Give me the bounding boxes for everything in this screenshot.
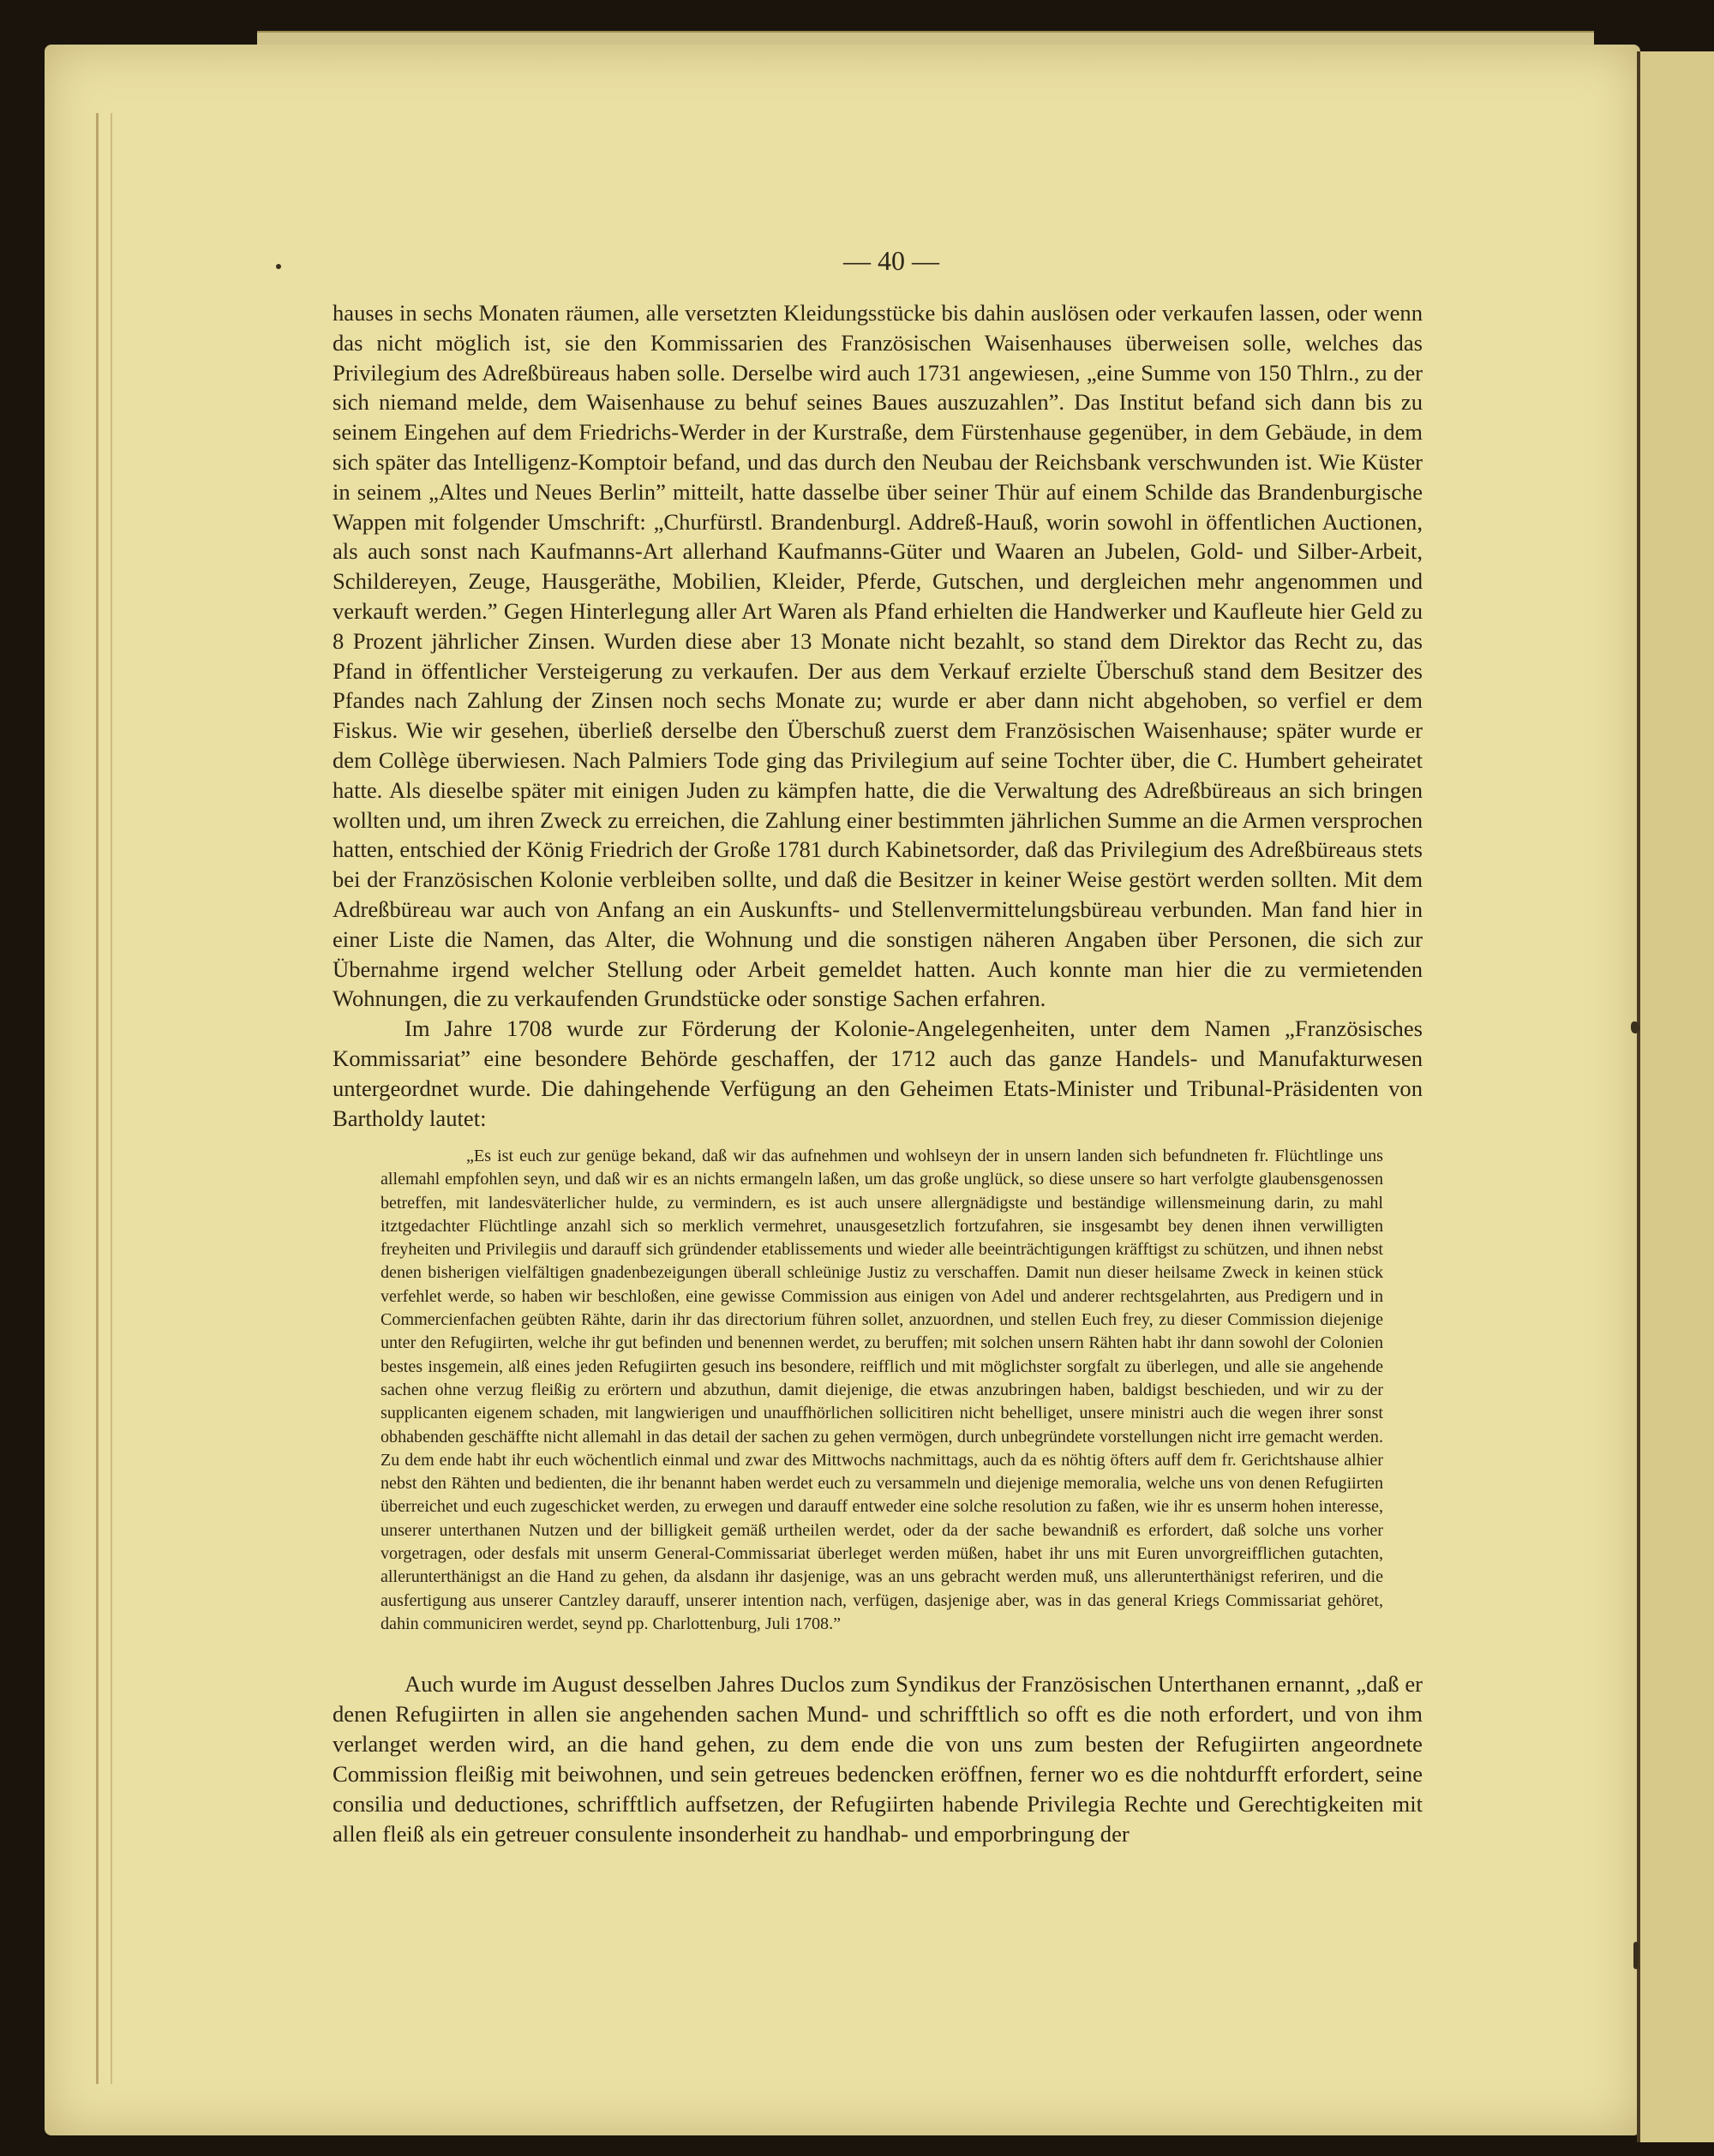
facing-page-edge bbox=[1637, 51, 1714, 2142]
page-stack-edges bbox=[96, 113, 112, 2084]
page-number: — 40 — bbox=[843, 245, 939, 276]
main-text bbox=[333, 298, 1423, 1133]
block-quote: „Es ist euch zur genüge bekand, daß wir das aufnehmen und wohlseyn der in unsern landen sich befundneten fr. Flüchtlinge uns allemahl empfohlen seyn, und daß wir es an nichts ermangeln laßen, um das große unglück, so diese unsere so hart verfolgte glaubensgenossen betreffen, mit landesväterlicher hulde, zu vermindern, es ist auch unsere allergnädigste und beständige willensmeinung darin, zu mahl itztgedachter Flüchtlinge anzahl sich so merklich vermehret, unausgesetzlich fortzufahren, sie insgesambt bey denen ihnen verwilligten freyheiten und Privilegiis und darauff sich gründender etablissements und wieder alle beeinträchtigungen kräfftigst zu schützen, und ihnen nebst denen bisherigen vielfältigen gnadenbezeigungen überall schleünige Justiz zu verschaffen. Damit nun dieser heilsame Zweck in keinen stück verfehlet werde, so haben wir beschloßen, eine gewisse Commission aus einigen von Adel und anderer rechtsgelahrten, aus Predigern und in Commercienfachen geübten Rähte, darin ihr das directorium führen sollet, anzuordnen, und stellen Euch frey, zu dieser Commission diejenige unter den Refugiirten, welche ihr gut befinden und benennen werdet, zu beruffen; mit solchen unsern Rähten habt ihr dann sowohl der Colonien bestes insgemein, alß eines jeden Refugiirten gesuch ins besondere, reifflich und mit möglichster sorgfalt zu überlegen, und alle sie angehende sachen ohne verzug fleißig zu erörtern und abzuthun, damit diejenige, die etwas anzubringen haben, baldigst beschieden, und wir zu der supplicanten eigenem schaden, mit langwierigen und unauffhörlichen sollicitiren nicht behelliget, unsere ministri auch die wegen ihrer sonst obhabenden geschäffte nicht allemahl in das detail der sachen zu gehen vermögen, durch unbegründete vorstellungen nicht irre gemacht werden. Zu dem ende habt ihr euch wöchentlich einmal und zwar des Mittwochs nachmittags, auch da es nöhtig öfters auff dem fr. Gerichtshause alhier nebst den Rähten und bedienten, die ihr benannt haben werdet euch zu versammeln und diejenige memoralia, welche uns von denen Refugiirten überreichet und euch zugeschicket werden, zu erwegen und darauff entweder eine solche resolution zu faßen, wie ihr es unserm hohen interesse, unserer unterthanen Nutzen und der billigkeit gemäß urtheilen werdet, oder da der sache bewandniß es erfordert, daß solche uns vorher vorgetragen, oder desfals mit unserm General-Commissariat überleget werden müßen, habet ihr uns mit Euren unvorgreifflichen gutachten, allerunterthänigst an die Hand zu gehen, da alsdann ihr dasjenige, was an uns gebracht werden muß, uns allerunterthänigst referiren, und die ausfertigung aus unserer Cantzley darauff, unserer intention nach, verfügen, dasjenige aber, was in das general Kriegs Commissariat gehöret, dahin communiciren werdet, seynd pp. Charlottenburg, Juli 1708.” bbox=[381, 1147, 1383, 1633]
paragraph: hauses in sechs Monaten räumen, alle versetzten Kleidungsstücke bis dahin auslösen oder verkaufen lassen, oder wenn das nicht möglich ist, sie den Kommissarien des Französischen Waisenhauses überweisen solle, welches das Privilegium des Adreßbüreaus haben solle. Derselbe wird auch 1731 angewiesen, „eine Summe von 150 Thlrn., zu der sich niemand melde, dem Waisenhause zu behuf seines Baues auszuzahlen”. Das Institut befand sich dann bis zu seinem Eingehen auf dem Friedrichs-Werder in der Kurstraße, dem Fürstenhause gegenüber, in dem Gebäude, in dem sich später das Intelligenz-Komptoir befand, und das durch den Neubau der Reichsbank verschwunden ist. Wie Küster in seinem „Altes und Neues Berlin” mitteilt, hatte dasselbe über seiner Thür auf einem Schilde das Brandenburgische Wappen mit folgender Umschrift: „Churfürstl. Brandenburgl. Addreß-Hauß, worin sowohl in öffentlichen Auctionen, als auch sonst nach Kaufmanns-Art allerhand Kaufmanns-Güter und Waaren an Jubelen, Gold- und Silber-Arbeit, Schildereyen, Zeuge, Hausgeräthe, Mobilien, Kleider, Pferde, Gutschen, und dergleichen mehr angenommen und verkauft werden.” Gegen Hinterlegung aller Art Waren als Pfand erhielten die Handwerker und Kaufleute hier Geld zu 8 Prozent jährlicher Zinsen. Wurden diese aber 13 Monate nicht bezahlt, so stand dem Direktor das Recht zu, das Pfand in öffentlicher Versteigerung zu verkaufen. Der aus dem Verkauf erzielte Überschuß stand dem Besitzer des Pfandes nach Zahlung der Zinsen noch sechs Monate zu; wurde er aber dann nicht abgehoben, so verfiel er dem Fiskus. Wie wir gesehen, überließ derselbe den Überschuß zuerst dem Französischen Waisenhause; später wurde er dem Collège überwiesen. Nach Palmiers Tode ging das Privilegium auf seine Tochter über, die C. Humbert geheiratet hatte. Als dieselbe später mit einigen Juden zu kämpfen hatte, die die Verwaltung des Adreßbüreaus an sich bringen wollten und, um ihren Zweck zu erreichen, die Zahlung einer bestimmten jährlichen Summe an die Armen versprochen hatten, entschied der König Friedrich der Große 1781 durch Kabinetsorder, daß das Privilegium des Adreßbüreaus stets bei der Französischen Kolonie verbleiben sollte, und daß die Besitzer in keiner Weise gestört werden sollten. Mit dem Adreßbüreau war auch von Anfang an ein Auskunfts- und Stellenvermittelungsbüreau verbunden. Man fand hier in einer Liste die Namen, das Alter, die Wohnung und die sonstigen näheren Angaben über Personen, die sich zur Übernahme irgend welcher Stellung oder Arbeit gemeldet hatten. Auch konnte man hier die zu vermietenden Wohnungen, die zu verkaufenden Grundstücke oder sonstige Sachen erfahren. bbox=[333, 300, 1423, 1012]
ink-speck bbox=[276, 264, 281, 269]
paragraph: Im Jahre 1708 wurde zur Förderung der Kolonie-Angelegenheiten, unter dem Namen „Französisches Kommissariat” eine besondere Behörde geschaffen, der 1712 auch das ganze Handels- und Manufakturwesen untergeordnet wurde. Die dahingehende Verfügung an den Geheimen Etats-Minister und Tribunal-Präsidenten von Bartholdy lautet: bbox=[333, 1015, 1423, 1131]
margin-mark bbox=[1631, 1021, 1639, 1033]
paragraph: Auch wurde im August desselben Jahres Duclos zum Syndikus der Französischen Unterthanen ernannt, „daß er denen Refugiirten in allen sie angehenden sachen Mund- und schrifftlich so offt es die noth erfordert, und von ihm verlanget werden wird, an die hand gehen, zu dem ende die von uns zum besten der Refugiirten angeordnete Commission fleißig mit beiwohnen, und sein getreues bedencken eröffnen, ferner wo es die nohtdurfft erfordert, seine consilia und deductiones, schrifftlich auffsetzen, der Refugiirten habende Privilegia Rechte und Gerechtigkeiten mit allen fleiß als ein getreuer consulente insonderheit zu handhab- und emporbringung der bbox=[333, 1671, 1423, 1847]
margin-mark bbox=[1633, 1942, 1639, 1969]
